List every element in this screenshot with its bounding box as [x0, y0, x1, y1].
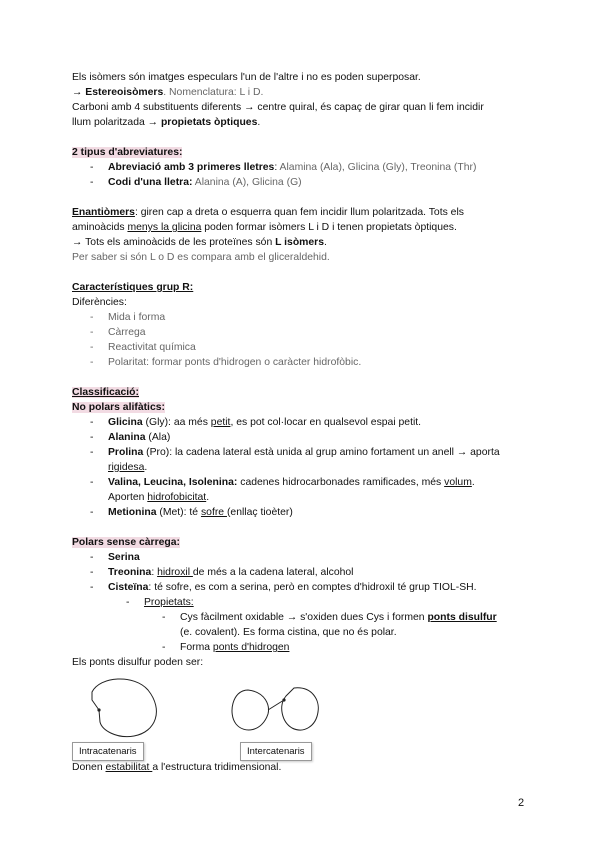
bond-dot: [97, 708, 100, 711]
intro-line3: Carboni amb 4 substituents diferents → centre quiral, és capaç de girar quan li fem incidir: [72, 102, 484, 113]
classif-sub: No polars alifàtics:: [72, 402, 165, 413]
caract-heading: Característiques grup R:: [72, 282, 194, 293]
intracatenari-chain: [92, 679, 156, 737]
list-item: - Forma ponts d'hidrogen: [162, 642, 290, 653]
list-item: - Cisteïna: té sofre, es com a serina, però en comptes d'hidroxil té grup TIOL-SH.: [90, 582, 477, 593]
enant-line3: → Tots els aminoàcids de les proteïnes són L isòmers.: [72, 237, 327, 248]
list-item: - Metionina (Met): té sofre (enllaç tioèter): [90, 507, 293, 518]
intro-line1: Els isòmers són imatges especulars l'un de l'altre i no es poden superposar.: [72, 72, 421, 83]
caract-sub: Diferències:: [72, 297, 127, 308]
disulfide-figures: [72, 670, 532, 760]
ponts-intro: Els ponts disulfur poden ser:: [72, 657, 204, 668]
list-item: - Valina, Leucina, Isolenina: cadenes hidrocarbonades ramificades, més volum. Aporten hidrofobicitat.: [90, 477, 475, 503]
intro-line4: llum polaritzada → propietats òptiques.: [72, 117, 261, 128]
list-item: - Càrrega: [90, 327, 146, 338]
intro-line2: → Estereoisòmers. Nomenclatura: L i D.: [72, 87, 264, 98]
polars-list: [72, 550, 532, 655]
list-item: - Propietats:: [126, 597, 194, 608]
page-number: 2: [518, 797, 525, 809]
enant-line4: Per saber si són L o D es compara amb el gliceraldehid.: [72, 252, 330, 263]
caract-list: [72, 310, 532, 370]
abrev-heading: 2 tipus d'abreviatures:: [72, 147, 183, 158]
caption-intracatenaris: Intracatenaris: [72, 742, 144, 761]
intercatenari-chain-left: [232, 690, 268, 730]
caption-intercatenaris: Intercatenaris: [240, 742, 312, 761]
nopolars-list: [72, 415, 532, 520]
list-item: - Cys fàcilment oxidable → s'oxiden dues Cys i formen ponts disulfur (e. covalent). Es forma cistina, que no és polar.: [162, 612, 497, 638]
list-item: - Codi d'una lletra: Alanina (A), Glicina (G): [90, 177, 302, 188]
list-item: - Treonina: hidroxil de més a la cadena lateral, alcohol: [90, 567, 354, 578]
intercatenari-chain-right: [282, 688, 319, 730]
list-item: - Abreviació amb 3 primeres lletres: Alamina (Ala), Glicina (Gly), Treonina (Thr): [90, 162, 477, 173]
bond-dot: [282, 698, 285, 701]
enant-line2: aminoàcids menys la glicina poden formar isòmers L i D i tenen propietats òptiques.: [72, 222, 457, 233]
list-item: - Polaritat: formar ponts d'hidrogen o caràcter hidrofòbic.: [90, 357, 362, 368]
list-item: - Serina: [90, 552, 140, 563]
list-item: - Reactivitat química: [90, 342, 196, 353]
list-item: - Prolina (Pro): la cadena lateral està unida al grup amino fortament un anell → aporta rigidesa.: [90, 447, 500, 473]
classif-heading: Classificació:: [72, 387, 139, 398]
document-body: [72, 70, 532, 775]
polars-heading: Polars sense càrrega:: [72, 537, 181, 548]
list-item: - Glicina (Gly): aa més petit, es pot col·locar en qualsevol espai petit.: [90, 417, 422, 428]
list-item: - Alanina (Ala): [90, 432, 171, 443]
abrev-list: [72, 160, 532, 190]
enant-line1: Enantiòmers: giren cap a dreta o esquerra quan fem incidir llum polaritzada. Tots els: [72, 207, 464, 218]
ponts-final: Donen estabilitat a l'estructura tridimensional.: [72, 762, 282, 773]
list-item: - Mida i forma: [90, 312, 166, 323]
